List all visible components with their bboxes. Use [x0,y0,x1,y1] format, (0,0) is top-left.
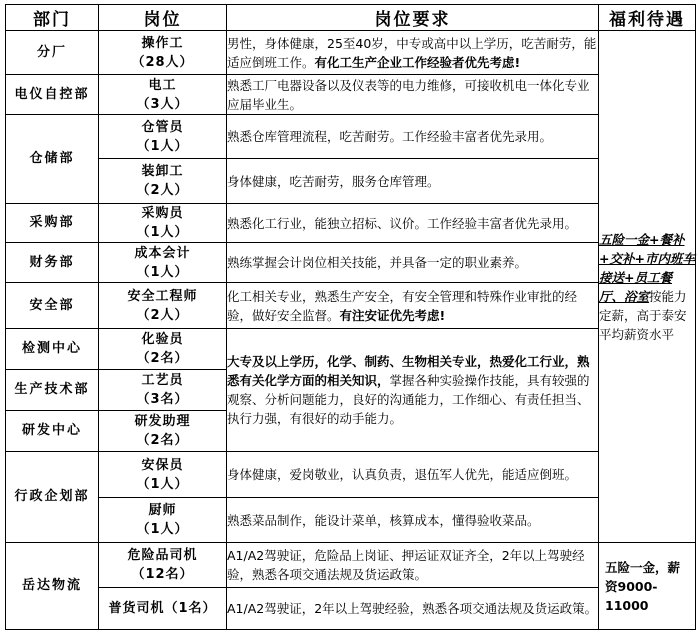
requirement-cell: 熟悉仓库管理流程，吃苦耐劳。工作经验丰富者优先录用。 [227,115,599,159]
benefits-salary: 按能力定薪，高于泰安平均薪资水平 [599,288,687,342]
requirement-cell: A1/A2驾驶证，2年以上驾驶经验，熟悉各项交通法规及货运政策。 [227,588,599,630]
requirement-emphasis: 有化工生产企业工作经验者优先考虑! [314,54,521,70]
position-name: 成本会计 [134,245,191,261]
position-cell: 普货司机（1名） [99,588,227,630]
position-cell [99,452,227,498]
dept-cell: 研发中心 [6,411,99,452]
table-row [6,452,696,498]
table-row [6,498,696,543]
requirement-emphasis: 大专及以上学历，化学、制药、生物相关专业，热爱化工行业，熟悉有关化学方面的相关知识， [227,354,590,388]
requirement-cell: A1/A2驾驶证，危险品上岗证、押运证双证齐全，2年以上驾驶经验，熟悉各项交通法规及货运政策。 [227,543,599,588]
position-count: （1人） [136,225,189,240]
dept-cell: 仓储部 [6,115,99,204]
position-count: （3名） [136,392,189,407]
position-count: （12名） [131,567,194,582]
requirement-cell: 熟悉菜品制作，能设计菜单，核算成本，懂得验收菜品。 [227,498,599,543]
position-cell [99,243,227,283]
position-count: （2名） [136,351,189,366]
position-name: 采购员 [141,206,184,221]
position-name: 研发助理 [134,414,191,429]
position-cell [99,115,227,159]
position-count: （1人） [136,138,189,154]
benefits-main: 五险一金+餐补+交补+市内班车接送+员工餐厅、浴室 [599,231,695,304]
position-count: （1人） [136,476,189,492]
dept-cell: 行政企划部 [6,452,99,543]
requirement-cell: 熟悉化工行业，能独立招标、议价。工作经验丰富者优先录用。 [227,204,599,243]
position-name: 装卸工 [141,164,184,179]
position-cell [99,31,227,75]
position-name: 操作工 [141,35,184,51]
table-row [6,31,696,75]
table-row [6,115,696,159]
requirement-emphasis: 有注安证优先考虑! [339,307,446,323]
position-name: 仓管员 [141,119,184,135]
position-count: （3人） [136,96,189,112]
position-count: （1人） [136,522,189,537]
position-name: 厨师 [148,503,177,518]
table-row [6,329,696,370]
position-count: （1人） [136,264,189,280]
dept-cell: 财务部 [6,243,99,283]
dept-cell: 电仪自控部 [6,75,99,115]
position-name: 安全工程师 [127,288,198,304]
position-cell [99,329,227,370]
recruitment-table [5,4,696,630]
dept-cell: 检测中心 [6,329,99,370]
position-cell [99,543,227,588]
dept-cell: 安全部 [6,283,99,329]
requirement-cell [227,283,599,329]
position-cell [99,75,227,115]
header-position: 岗位 [99,5,227,31]
table-row [6,543,696,588]
header-dept: 部门 [6,5,99,31]
requirement-text: 掌握各种实验操作技能，具有较强的观察、分析问题能力，良好的沟通能力，工作细心、有责任担当、执行力强，有很好的动手能力。 [227,373,590,426]
position-cell [99,159,227,204]
requirement-cell: 熟练掌握会计岗位相关技能，并具备一定的职业素养。 [227,243,599,283]
requirement-text: 男性，身体健康，25至40岁，中专或高中以上学历，吃苦耐劳，能适应倒班工作。 [227,35,597,70]
requirement-cell: 熟悉工厂电器设备以及仪表等的电力维修，可接收机电一体化专业应届毕业生。 [227,75,599,115]
shared-requirement-cell [227,329,599,452]
table-row [6,243,696,283]
dept-cell: 岳达物流 [6,543,99,630]
dept-cell: 采购部 [6,204,99,243]
requirement-cell [227,31,599,75]
position-count: （2名） [136,433,189,448]
requirement-text: 化工相关专业，熟悉生产安全，有安全管理和特殊作业审批的经验，做好安全监督。 [227,288,578,323]
benefits-logistics-cell: 五险一金，薪资9000-11000 [599,543,696,630]
position-cell [99,370,227,411]
requirement-cell: 身体健康，吃苦耐劳，服务仓库管理。 [227,159,599,204]
header-benefits: 福利待遇 [599,5,696,31]
position-cell [99,283,227,329]
header-row [6,5,696,31]
dept-cell: 分厂 [6,31,99,75]
requirement-cell: 身体健康，爱岗敬业，认真负责，退伍军人优先，能适应倒班。 [227,452,599,498]
position-name: 化验员 [141,332,184,347]
benefits-cell [599,31,696,543]
position-name: 工艺员 [141,373,184,388]
table-row [6,159,696,204]
table-row [6,283,696,329]
position-cell [99,204,227,243]
header-requirement: 岗位要求 [227,5,599,31]
position-count: （28人） [131,54,194,70]
table-row [6,204,696,243]
position-cell [99,498,227,543]
position-name: 电工 [148,77,177,93]
position-cell [99,411,227,452]
table-row [6,75,696,115]
position-name: 安保员 [141,457,184,473]
position-count: （2人） [136,183,189,198]
dept-cell: 生产技术部 [6,370,99,411]
table-row [6,588,696,630]
position-count: （2人） [136,307,189,323]
position-name: 危险品司机 [127,548,198,563]
